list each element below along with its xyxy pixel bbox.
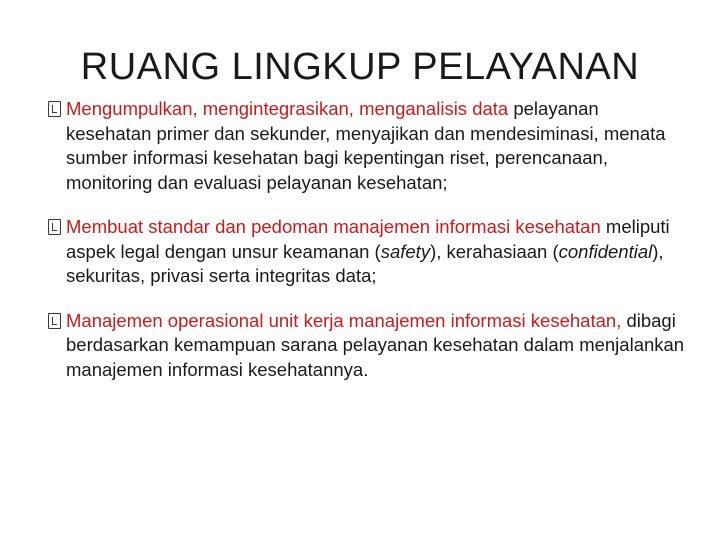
bullet-2-highlight: Membuat standar dan pedoman manajemen informasi kesehatan bbox=[66, 216, 601, 237]
checkbox-bullet-icon bbox=[48, 219, 61, 235]
checkbox-bullet-icon bbox=[48, 101, 61, 117]
bullet-item-2 bbox=[48, 215, 688, 289]
checkbox-bullet-icon bbox=[48, 313, 61, 329]
bullet-item-1 bbox=[48, 97, 688, 195]
bullet-1-highlight: Mengumpulkan, mengintegrasikan, menganalisis data bbox=[66, 98, 509, 119]
slide-title: RUANG LINGKUP PELAYANAN bbox=[80, 46, 640, 88]
bullet-3-text: dibagi berdasarkan kemampuan sarana pelayanan kesehatan dalam menjalankan manajemen informasi kesehatannya. bbox=[66, 309, 685, 380]
bullet-item-3 bbox=[48, 309, 688, 383]
bullet-3-highlight: Manajemen operasional unit kerja manajemen informasi kesehatan, bbox=[66, 309, 622, 331]
bullet-2-text-c: ), sekuritas, privasi serta integritas data; bbox=[66, 240, 664, 286]
bullet-list bbox=[48, 97, 688, 402]
bullet-2-text-a: meliputi aspek legal dengan unsur keamanan ( bbox=[66, 216, 670, 262]
bullet-2-text-b: ), kerahasiaan ( bbox=[430, 240, 559, 262]
bullet-2-italic-b: confidential bbox=[558, 240, 653, 262]
bullet-2-italic-a: safety bbox=[380, 240, 431, 262]
bullet-1-text: pelayanan kesehatan primer dan sekunder, menyajikan dan mendesiminasi, menata sumber informasi kesehatan bagi kepentingan riset, perencanaan, monitoring dan evaluasi pelayanan kesehatan; bbox=[66, 98, 666, 193]
